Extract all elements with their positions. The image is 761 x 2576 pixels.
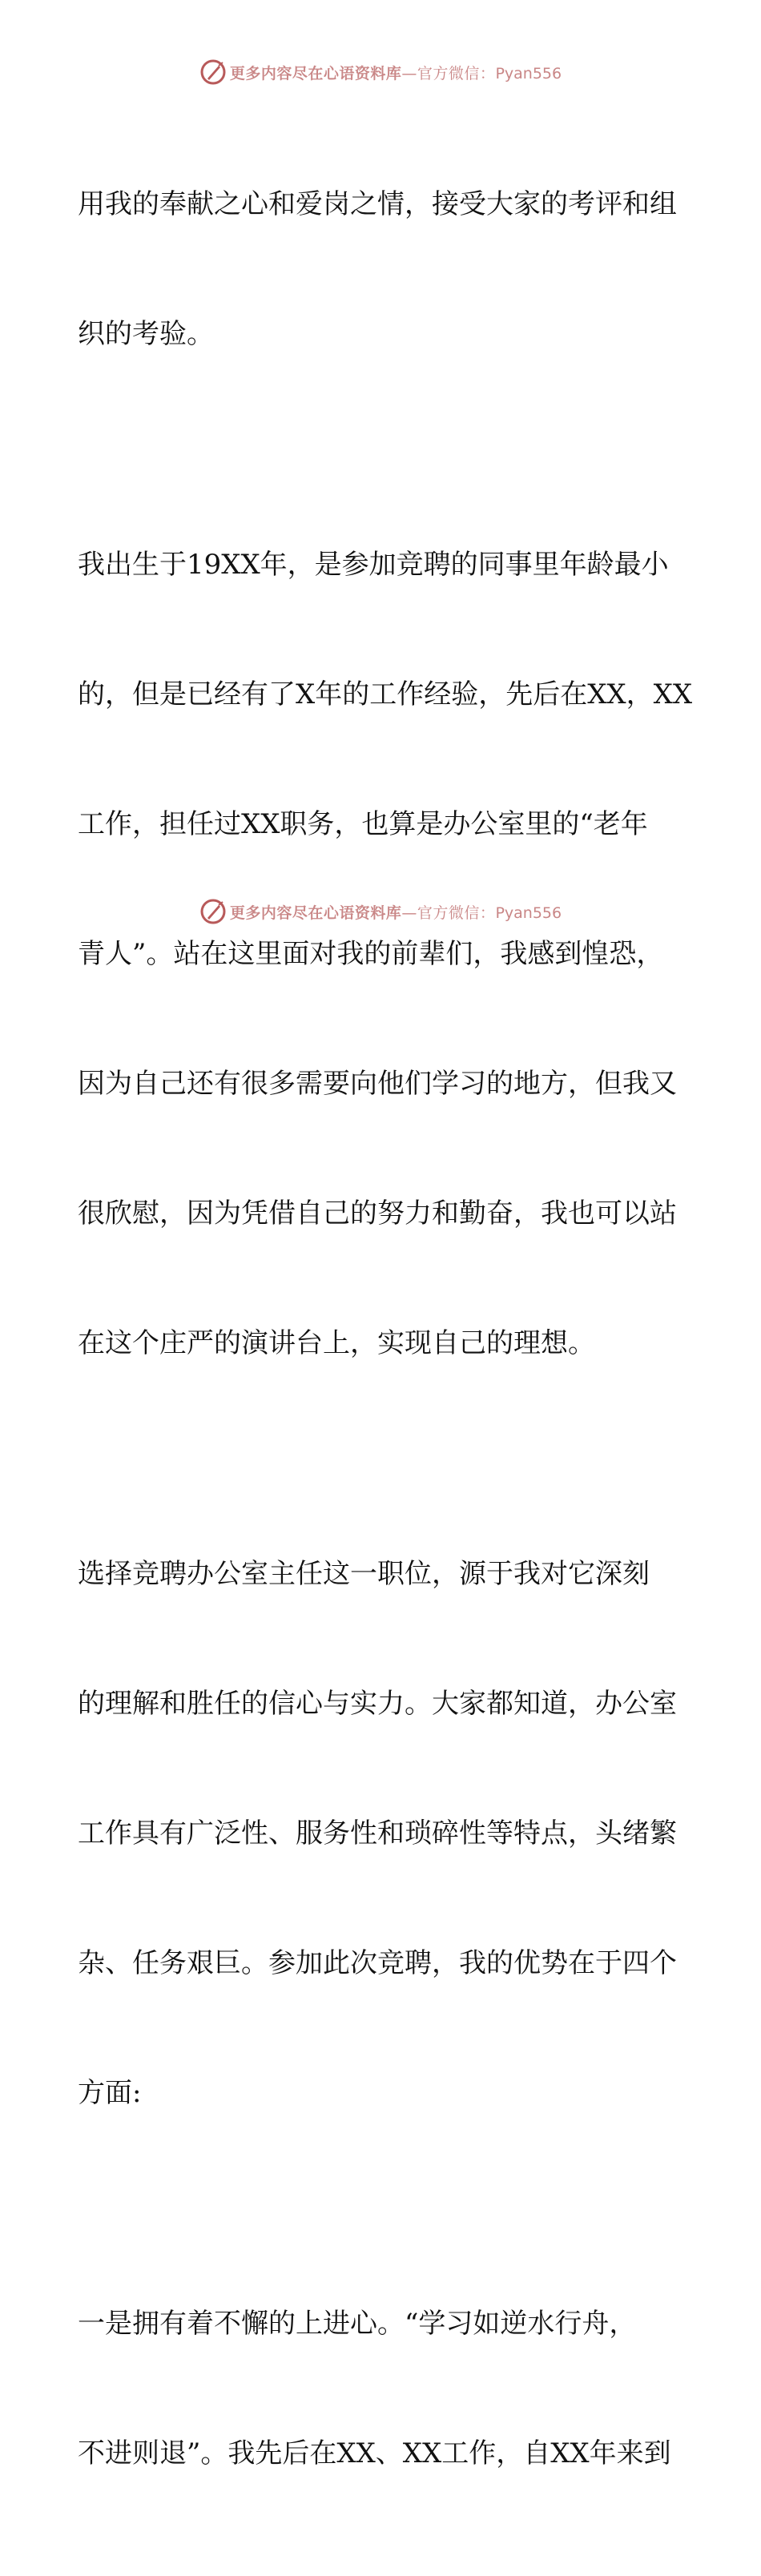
text-line: 很欣慰，因为凭借自己的努力和勤奋，我也可以站 (78, 1197, 677, 1230)
header-watermark (0, 56, 761, 88)
text-line: 用我的奉献之心和爱岗之情，接受大家的考评和组 (78, 188, 677, 220)
paragraph-3 (78, 1466, 687, 2201)
text-line: 我出生于19XX年，是参加竞聘的同事里年龄最小 (78, 549, 669, 581)
text-line: 的，但是已经有了X年的工作经验，先后在XX，XX (78, 678, 693, 710)
paragraph-4 (78, 2216, 687, 2562)
text-line: 杂、任务艰巨。参加此次竞聘，我的优势在于四个 (78, 1947, 677, 1979)
watermark-site: 更多内容尽在心语资料库 (229, 904, 402, 922)
text-line: 方面: (78, 2077, 142, 2109)
watermark-code: Pyan556 (495, 904, 562, 922)
text-line: 一是拥有着不懈的上进心。“学习如逆水行舟， (78, 2308, 637, 2340)
footer-watermark (0, 896, 761, 928)
text-line: 不进则退”。我先后在XX、XX工作，自XX年来到 (78, 2437, 671, 2469)
text-line: 工作具有广泛性、服务性和琐碎性等特点，头绪繁 (78, 1817, 677, 1849)
text-line: 选择竞聘办公室主任这一职位，源于我对它深刻 (78, 1558, 650, 1590)
watermark-separator: — (401, 904, 417, 922)
paragraph-2 (78, 457, 693, 1451)
paragraph-1 (78, 96, 687, 442)
watermark-site: 更多内容尽在心语资料库 (229, 64, 402, 83)
quill-logo-icon (199, 58, 227, 86)
text-line: 青人”。站在这里面对我的前辈们，我感到惶恐， (78, 938, 664, 970)
text-line: 织的考验。 (78, 318, 214, 350)
quill-logo-icon (199, 898, 227, 925)
text-line: 的理解和胜任的信心与实力。大家都知道，办公室 (78, 1688, 677, 1720)
text-line: 因为自己还有很多需要向他们学习的地方，但我又 (78, 1068, 677, 1100)
text-line: 工作，担任过XX职务，也算是办公室里的“老年 (78, 808, 648, 840)
document-body (78, 96, 693, 2576)
watermark-suffix: 官方微信： (417, 904, 496, 922)
watermark-text (230, 62, 562, 83)
watermark-separator: — (401, 64, 417, 83)
text-line: 在这个庄严的演讲台上，实现自己的理想。 (78, 1327, 595, 1359)
watermark-text (230, 901, 562, 923)
watermark-code: Pyan556 (495, 64, 562, 83)
watermark-suffix: 官方微信： (417, 64, 496, 83)
